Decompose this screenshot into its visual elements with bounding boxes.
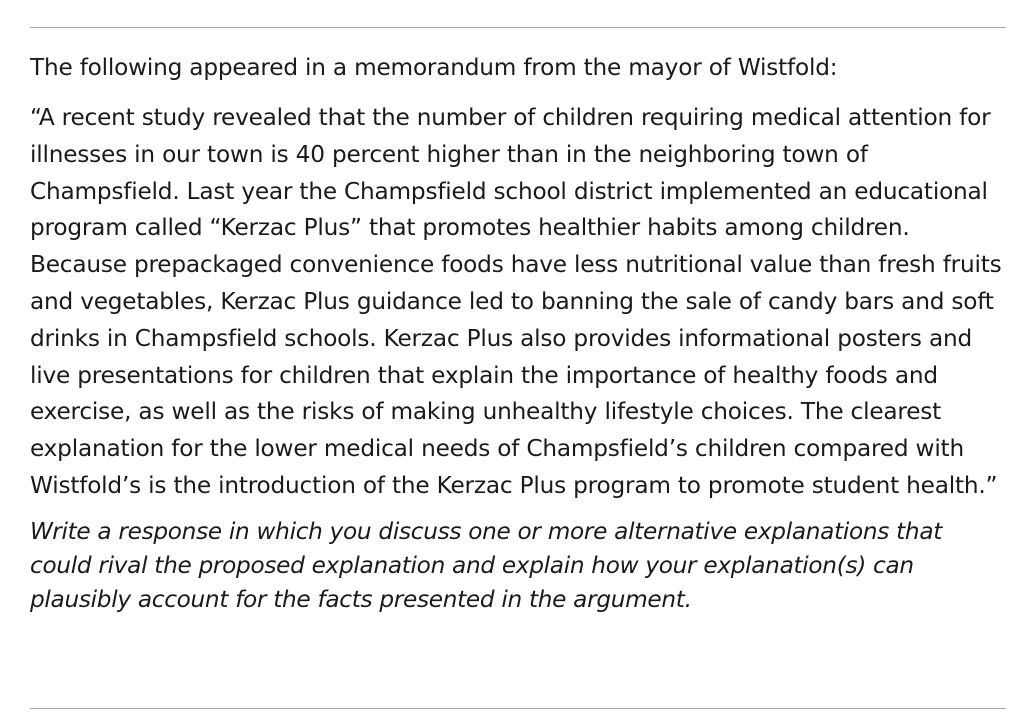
prompt-instructions: Write a response in which you discuss one or more alternative explanations that could rival the proposed explanation and explain how your explanation(s) can plausibly account for the facts presented in the argument. xyxy=(30,517,943,613)
bottom-divider xyxy=(30,708,1006,709)
prompt-document xyxy=(30,50,1010,617)
prompt-quote: “A recent study revealed that the number of children requiring medical attention for illnesses in our town is 40 percent higher than in the neighboring town of Champsfield. Last year the Champsfield school district implemented an educational program called “Kerzac Plus” that promotes healthier habits among children. Because prepackaged convenience foods have less nutritional value than fresh fruits and vegetables, Kerzac Plus guidance led to banning the sale of candy bars and soft drinks in Champsfield schools. Kerzac Plus also provides informational posters and live presentations for children that explain the importance of healthy foods and exercise, as well as the risks of making unhealthy lifestyle choices. The clearest explanation for the lower medical needs of Champsfield’s children compared with Wistfold’s is the introduction of the Kerzac Plus program to promote student health.” xyxy=(30,104,1002,499)
top-divider xyxy=(30,27,1006,28)
prompt-intro: The following appeared in a memorandum from the mayor of Wistfold: xyxy=(30,54,838,81)
